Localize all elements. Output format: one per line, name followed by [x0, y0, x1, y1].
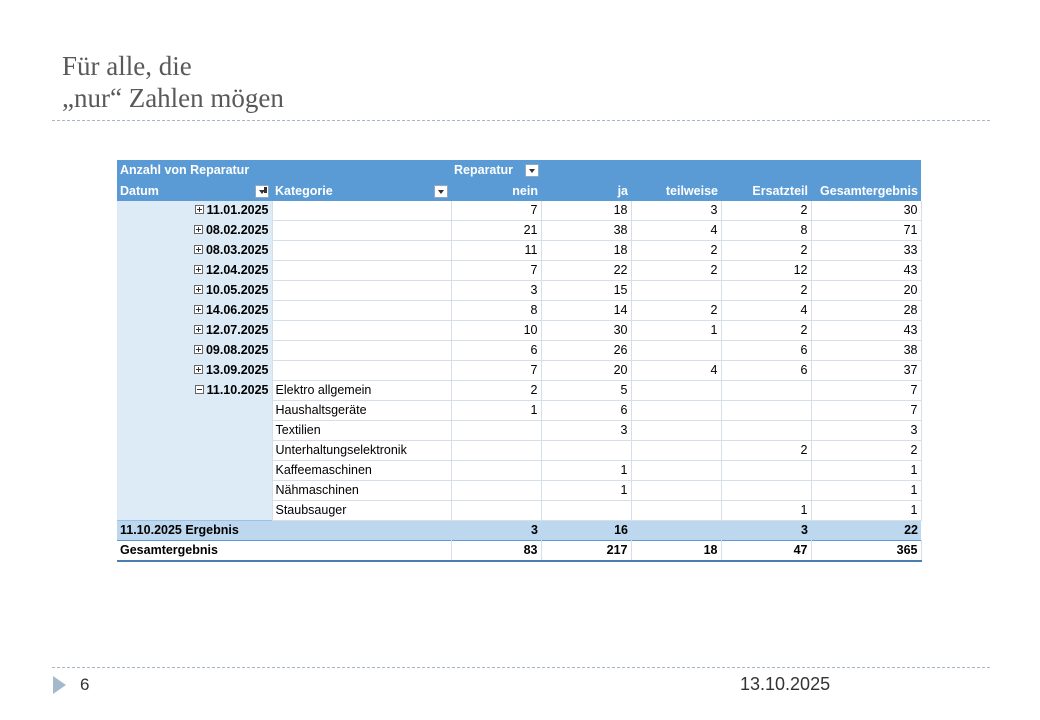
slide-title — [62, 50, 284, 114]
category-cell: Haushaltsgeräte — [272, 401, 451, 421]
table-row — [117, 221, 921, 241]
value-cell: 6 — [451, 341, 541, 361]
value-cell: 5 — [541, 381, 631, 401]
grand-total-value: 83 — [451, 541, 541, 562]
subtotal-value: 3 — [721, 521, 811, 541]
value-cell: 12 — [721, 261, 811, 281]
value-cell: 3 — [631, 201, 721, 221]
value-cell: 71 — [811, 221, 921, 241]
category-cell: Staubsauger — [272, 501, 451, 521]
value-field-label: Anzahl von Reparatur — [117, 160, 451, 181]
expand-plus-icon[interactable] — [195, 205, 204, 214]
category-cell — [272, 221, 451, 241]
value-cell: 37 — [811, 361, 921, 381]
value-cell: 4 — [631, 361, 721, 381]
footer-date: 13.10.2025 — [740, 674, 831, 694]
value-cell: 7 — [451, 361, 541, 381]
value-cell: 1 — [541, 481, 631, 501]
value-cell — [451, 421, 541, 441]
subtotal-row — [117, 521, 921, 541]
category-cell — [272, 261, 451, 281]
value-cell — [721, 461, 811, 481]
date-cell — [117, 261, 272, 281]
category-filter-dropdown-icon[interactable] — [434, 185, 448, 198]
table-row — [117, 341, 921, 361]
value-cell: 7 — [451, 261, 541, 281]
value-cell: 8 — [721, 221, 811, 241]
grand-total-value: 217 — [541, 541, 631, 562]
category-cell — [272, 341, 451, 361]
expand-plus-icon[interactable] — [194, 265, 203, 274]
value-cell: 2 — [721, 321, 811, 341]
value-cell: 2 — [631, 301, 721, 321]
date-label: 12.04.2025 — [205, 263, 269, 277]
subtotal-label: 11.10.2025 Ergebnis — [117, 521, 451, 541]
pivot-table — [117, 160, 922, 562]
category-cell: Nähmaschinen — [272, 481, 451, 501]
table-row — [117, 361, 921, 381]
grand-total-label: Gesamtergebnis — [117, 541, 272, 562]
grand-total-row — [117, 541, 921, 562]
date-label: 12.07.2025 — [205, 323, 269, 337]
category-cell — [272, 321, 451, 341]
date-label: 08.03.2025 — [205, 243, 269, 257]
expand-plus-icon[interactable] — [194, 365, 203, 374]
value-cell: 1 — [541, 461, 631, 481]
value-cell — [451, 501, 541, 521]
value-cell: 3 — [451, 281, 541, 301]
date-label: 10.05.2025 — [205, 283, 269, 297]
date-cell — [117, 221, 272, 241]
value-cell: 2 — [721, 281, 811, 301]
collapse-minus-icon[interactable] — [195, 385, 204, 394]
date-cell — [117, 341, 272, 361]
row-field-category-header — [272, 181, 451, 201]
value-cell: 4 — [631, 221, 721, 241]
category-cell: Unterhaltungselektronik — [272, 441, 451, 461]
value-cell: 2 — [721, 441, 811, 461]
value-cell — [721, 381, 811, 401]
value-cell — [451, 441, 541, 461]
expand-plus-icon[interactable] — [194, 285, 203, 294]
category-cell: Kaffeemaschinen — [272, 461, 451, 481]
value-cell — [541, 441, 631, 461]
expand-plus-icon[interactable] — [194, 345, 203, 354]
category-cell — [272, 301, 451, 321]
row-field-date-label: Datum — [120, 183, 159, 198]
value-cell — [631, 481, 721, 501]
value-cell: 33 — [811, 241, 921, 261]
date-label: 08.02.2025 — [205, 223, 269, 237]
value-cell: 2 — [721, 201, 811, 221]
value-cell: 2 — [721, 241, 811, 261]
value-cell: 26 — [541, 341, 631, 361]
value-cell — [631, 401, 721, 421]
subtotal-value — [631, 521, 721, 541]
row-field-date-header — [117, 181, 272, 201]
value-cell: 21 — [451, 221, 541, 241]
value-cell: 18 — [541, 201, 631, 221]
expand-plus-icon[interactable] — [194, 305, 203, 314]
footer-divider — [52, 667, 990, 668]
row-field-category-label: Kategorie — [275, 183, 333, 198]
date-filter-active-icon[interactable] — [255, 185, 269, 198]
slide-title-line-2: „nur“ Zahlen mögen — [62, 83, 284, 113]
value-cell: 28 — [811, 301, 921, 321]
value-cell — [721, 421, 811, 441]
expand-plus-icon[interactable] — [194, 325, 203, 334]
expand-plus-icon[interactable] — [194, 225, 203, 234]
table-row — [117, 321, 921, 341]
date-label: 11.10.2025 — [206, 382, 269, 397]
value-cell — [541, 501, 631, 521]
date-label: 14.06.2025 — [205, 303, 269, 317]
value-cell: 14 — [541, 301, 631, 321]
col-header-ersatzteil: Ersatzteil — [721, 181, 811, 201]
value-cell: 11 — [451, 241, 541, 261]
category-cell: Elektro allgemein — [272, 381, 451, 401]
value-cell: 1 — [811, 501, 921, 521]
value-cell: 2 — [631, 261, 721, 281]
value-cell: 38 — [541, 221, 631, 241]
value-cell: 6 — [541, 401, 631, 421]
category-cell — [272, 241, 451, 261]
value-cell — [631, 461, 721, 481]
table-row — [117, 261, 921, 281]
value-cell — [631, 381, 721, 401]
table-row — [117, 381, 921, 401]
value-cell: 7 — [811, 381, 921, 401]
value-cell: 20 — [541, 361, 631, 381]
value-cell: 2 — [811, 441, 921, 461]
value-cell: 22 — [541, 261, 631, 281]
value-cell: 2 — [451, 381, 541, 401]
value-cell: 30 — [541, 321, 631, 341]
value-cell: 1 — [451, 401, 541, 421]
value-cell: 15 — [541, 281, 631, 301]
value-cell: 38 — [811, 341, 921, 361]
table-row — [117, 281, 921, 301]
value-cell — [721, 481, 811, 501]
category-cell: Textilien — [272, 421, 451, 441]
col-header-ja: ja — [541, 181, 631, 201]
value-cell: 6 — [721, 341, 811, 361]
footer-arrow-icon — [53, 676, 66, 694]
value-cell: 43 — [811, 321, 921, 341]
value-cell — [631, 501, 721, 521]
pivot-header-row-1 — [117, 160, 921, 181]
date-cell — [117, 361, 272, 381]
grand-total-value: 365 — [811, 541, 921, 562]
value-cell: 6 — [721, 361, 811, 381]
value-cell: 1 — [811, 481, 921, 501]
page-number: 6 — [80, 675, 90, 694]
value-cell: 7 — [811, 401, 921, 421]
category-cell — [272, 201, 451, 221]
date-cell — [117, 381, 272, 521]
value-cell: 1 — [631, 321, 721, 341]
value-cell: 1 — [811, 461, 921, 481]
value-cell: 30 — [811, 201, 921, 221]
value-cell: 4 — [721, 301, 811, 321]
column-field-header — [451, 160, 921, 181]
value-cell: 10 — [451, 321, 541, 341]
value-cell: 2 — [631, 241, 721, 261]
date-cell — [117, 201, 272, 221]
value-cell: 43 — [811, 261, 921, 281]
subtotal-value: 16 — [541, 521, 631, 541]
category-cell — [272, 281, 451, 301]
subtotal-value: 3 — [451, 521, 541, 541]
slide-title-line-1: Für alle, die — [62, 51, 192, 81]
date-cell — [117, 281, 272, 301]
value-cell — [631, 441, 721, 461]
col-header-teilweise: teilweise — [631, 181, 721, 201]
grand-total-spacer — [272, 541, 451, 562]
value-cell: 20 — [811, 281, 921, 301]
value-cell: 8 — [451, 301, 541, 321]
date-label: 09.08.2025 — [205, 343, 269, 357]
grand-total-value: 47 — [721, 541, 811, 562]
expand-plus-icon[interactable] — [194, 245, 203, 254]
date-label: 13.09.2025 — [205, 363, 269, 377]
date-cell — [117, 301, 272, 321]
value-cell: 3 — [541, 421, 631, 441]
value-cell — [451, 461, 541, 481]
col-header-gesamtergebnis: Gesamtergebnis — [811, 181, 921, 201]
value-cell: 7 — [451, 201, 541, 221]
column-filter-dropdown-icon[interactable] — [525, 164, 539, 177]
value-cell — [451, 481, 541, 501]
value-cell — [631, 421, 721, 441]
subtotal-value: 22 — [811, 521, 921, 541]
date-label: 11.01.2025 — [206, 203, 269, 218]
value-cell: 1 — [721, 501, 811, 521]
value-cell — [721, 401, 811, 421]
table-row — [117, 201, 921, 221]
category-cell — [272, 361, 451, 381]
date-cell — [117, 241, 272, 261]
col-header-nein: nein — [451, 181, 541, 201]
table-row — [117, 301, 921, 321]
column-field-label: Reparatur — [454, 163, 514, 177]
pivot-header-row-2 — [117, 181, 921, 201]
grand-total-value: 18 — [631, 541, 721, 562]
value-cell: 18 — [541, 241, 631, 261]
value-cell — [631, 281, 721, 301]
date-cell — [117, 321, 272, 341]
table-row — [117, 241, 921, 261]
value-cell: 3 — [811, 421, 921, 441]
title-divider — [52, 120, 990, 121]
value-cell — [631, 341, 721, 361]
